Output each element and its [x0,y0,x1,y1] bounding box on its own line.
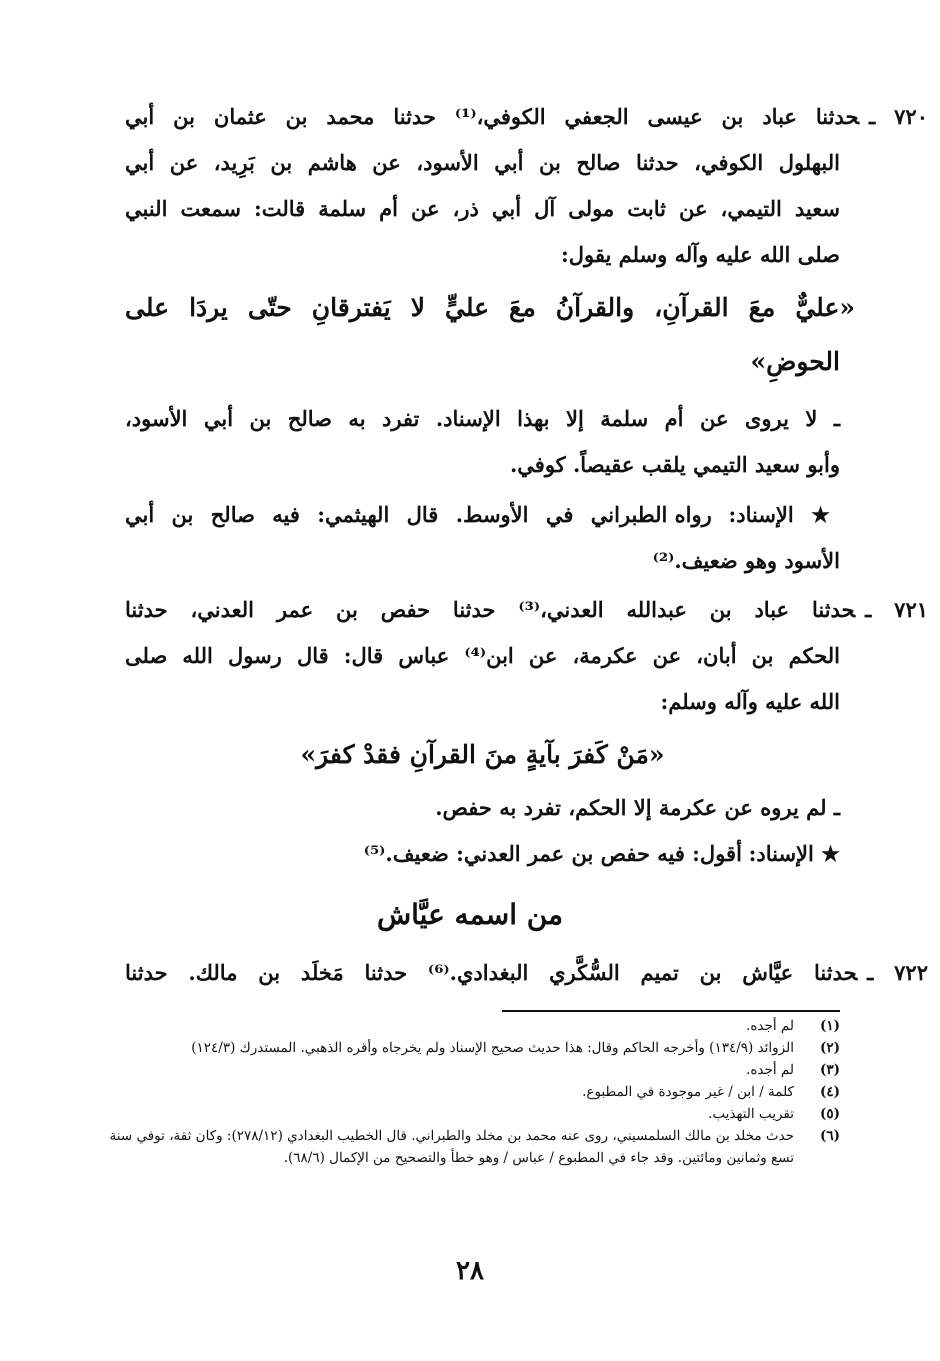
hadith-721 [125,587,929,877]
footnote-item: (٥) تقريب التهذيب. [708,1106,840,1122]
hadith-721-matn: «مَنْ كَفرَ بآيةٍ منَ القرآنِ فقدْ كفرَ» [300,740,665,769]
hadith-720-matn-2: الحوضِ» [750,347,840,376]
hadith-721-line-2: الحكم بن أبان، عن عكرمة، عن ابن⁽⁴⁾ عباس قال: قال رسول الله صلى [125,643,840,668]
hadith-number: ٧٢١ ـ [865,597,929,622]
footnotes [105,1015,840,1169]
hadith-number: ٧٢٢ ـ [867,960,928,985]
hadith-721-line-1: ٧٢١ ـحدثنا عباد بن عبدالله العدني،⁽³⁾ حدثنا حفص بن عمر العدني، حدثنا [125,597,929,622]
hadith-720-line-2: البهلول الكوفي، حدثنا صالح بن أبي الأسود، عن هاشم بن بَرِيد، عن أبي [125,150,840,175]
footnote-item: (٤) كلمة / ابن / غير موجودة في المطبوع. [582,1084,840,1100]
hadith-720 [125,94,928,584]
hadith-720-isnad-line-2: الأسود وهو ضعيف.⁽²⁾ [652,548,840,573]
hadith-720-line-1: ٧٢٠ ـحدثنا عباد بن عيسى الجعفي الكوفي،⁽¹⁾ حدثنا محمد بن عثمان بن أبي [125,104,928,129]
isnad-label: ★ الإسناد: [748,841,840,866]
hadith-720-line-4: صلى الله عليه وآله وسلم يقول: [561,242,840,267]
footnote-item: (٣) لم أجده. [746,1062,840,1078]
hadith-721-line-3: الله عليه وآله وسلم: [660,689,840,714]
hadith-721-isnad: ★ الإسناد: أقول: فيه حفص بن عمر العدني: ضعيف.⁽⁵⁾ [363,841,840,866]
isnad-label: ★ الإسناد: [728,502,840,527]
section-heading: من اسمه عيَّاش [376,898,564,931]
hadith-number: ٧٢٠ ـ [869,104,928,129]
footnote-divider [502,1010,840,1012]
page-number: ٢٨ [456,1256,484,1286]
hadith-720-note-2: وأبو سعيد التيمي يلقب عقيصاً. كوفي. [509,452,840,477]
hadith-720-matn-1: «عليٌّ معَ القرآنِ، والقرآنُ معَ عليٍّ لا يَفترقانِ حتّى يردَا على [125,293,855,322]
footnote-item: (٢) الزوائد (١٣٤/٩) وأخرجه الحاكم وقال: هذا حديث صحيح الإسناد ولم يخرجاه وأقره الذهبي. المستدرك (١٢٤/٣) [191,1040,840,1056]
footnote-item: (١) لم أجده. [746,1018,840,1034]
hadith-722 [125,950,928,996]
hadith-720-note-1: ـ لا يروى عن أم سلمة إلا بهذا الإسناد. تفرد به صالح بن أبي الأسود، [125,406,840,431]
hadith-721-note: ـ لم يروه عن عكرمة إلا الحكم، تفرد به حفص. [435,795,840,820]
hadith-720-isnad-line-1: ★ الإسناد: رواه الطبراني في الأوسط. قال الهيثمي: فيه صالح بن أبي [125,502,840,527]
footnote-item: (٦) حدث مخلد بن مالك السلمسيني، روى عنه محمد بن مخلد والطبراني. قال الخطيب البغدادي (٢٧٨/١٢): وكان ثقة، توفي سنة تسع وثمانين ومائتين. وقد جاء في المطبوع / عباس / وهو خطأ والتصحيح من الإكمال (٦٨/٦). [109,1128,840,1166]
hadith-722-line-1: ٧٢٢ ـحدثنا عيَّاش بن تميم السُّكَّري البغدادي.⁽⁶⁾ حدثنا مَخلَد بن مالك. حدثنا [125,960,928,985]
hadith-720-line-3: سعيد التيمي، عن ثابت مولى آل أبي ذر، عن أم سلمة قالت: سمعت النبي [125,196,840,221]
